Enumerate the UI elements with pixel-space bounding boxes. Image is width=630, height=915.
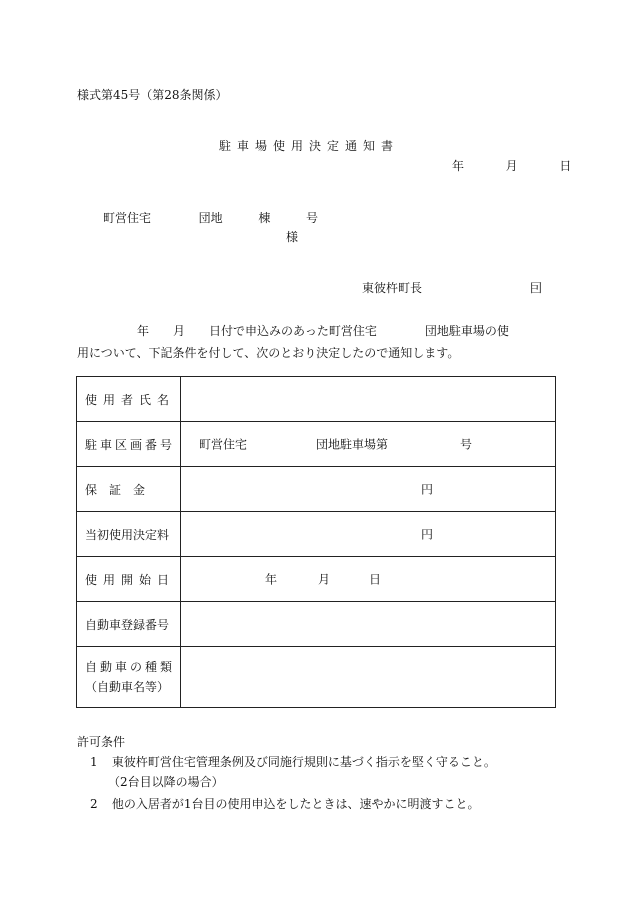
- row-label: 使用者氏名: [77, 377, 181, 422]
- sender-name: 東彼杵町長: [362, 281, 423, 295]
- document-title: 駐車場使用決定通知書: [219, 139, 400, 153]
- row-label: 保 証 金: [77, 467, 181, 512]
- date-month-label: 月: [505, 159, 518, 173]
- recipient-address-line: [103, 209, 318, 226]
- parking-prefix: 町営住宅: [199, 437, 248, 452]
- parking-number-suffix: 号: [460, 437, 473, 452]
- notice-body-line-2: 用について、下記条件を付して、次のとおり決定したので通知します。: [77, 346, 460, 360]
- user-name-field: [181, 377, 556, 422]
- table-row: [77, 602, 556, 647]
- parking-space-field: [181, 422, 556, 467]
- deposit-field: [181, 467, 556, 512]
- notice-body-line-1: 年 月 日付で申込みのあった町営住宅 団地駐車場の使: [77, 324, 509, 338]
- start-day-label: 日: [369, 572, 382, 587]
- row-label: 当初使用決定料: [77, 512, 181, 557]
- parking-lot-label: 団地駐車場第: [316, 437, 389, 452]
- condition-number: 2: [90, 797, 98, 811]
- row-label: 駐車区画番号: [77, 422, 181, 467]
- table-row: [77, 467, 556, 512]
- condition-text: 東彼杵町営住宅管理条例及び同施行規則に基づく指示を堅く守ること。: [111, 755, 496, 769]
- address-gou: 号: [306, 211, 319, 225]
- condition-number: 1: [90, 755, 98, 769]
- initial-fee-field: [181, 512, 556, 557]
- start-month-label: 月: [318, 572, 331, 587]
- form-number: 様式第45号（第28条関係）: [77, 88, 228, 102]
- table-row: [77, 512, 556, 557]
- condition-item: [90, 795, 479, 812]
- row-label: 自動車登録番号: [77, 602, 181, 647]
- row-label: 使用開始日: [77, 557, 181, 602]
- condition-note: （2台目以降の場合）: [108, 775, 224, 789]
- initial-fee-unit: 円: [421, 527, 434, 542]
- date-day-label: 日: [559, 159, 572, 173]
- recipient-honorific: 様: [286, 230, 299, 244]
- address-prefix: 町営住宅: [103, 211, 152, 225]
- row-label: 自動車の種類 （自動車名等）: [77, 647, 181, 708]
- start-date-field: [181, 557, 556, 602]
- condition-text: 他の入居者が1台目の使用申込をしたときは、速やかに明渡すこと。: [111, 797, 480, 811]
- seal-mark: 囙: [530, 281, 543, 295]
- start-year-label: 年: [265, 572, 278, 587]
- registration-number-field: [181, 602, 556, 647]
- table-row: [77, 377, 556, 422]
- address-danchi: 団地: [198, 211, 223, 225]
- issue-date-line: [452, 157, 571, 174]
- notice-body: [77, 320, 557, 364]
- table-row: [77, 422, 556, 467]
- condition-item: [90, 753, 496, 770]
- conditions-heading: 許可条件: [77, 735, 126, 749]
- table-row: [77, 557, 556, 602]
- table-row: [77, 647, 556, 708]
- decision-table: [76, 376, 556, 708]
- date-year-label: 年: [452, 159, 465, 173]
- vehicle-type-field: [181, 647, 556, 708]
- deposit-unit: 円: [421, 482, 434, 497]
- address-tou: 棟: [258, 211, 271, 225]
